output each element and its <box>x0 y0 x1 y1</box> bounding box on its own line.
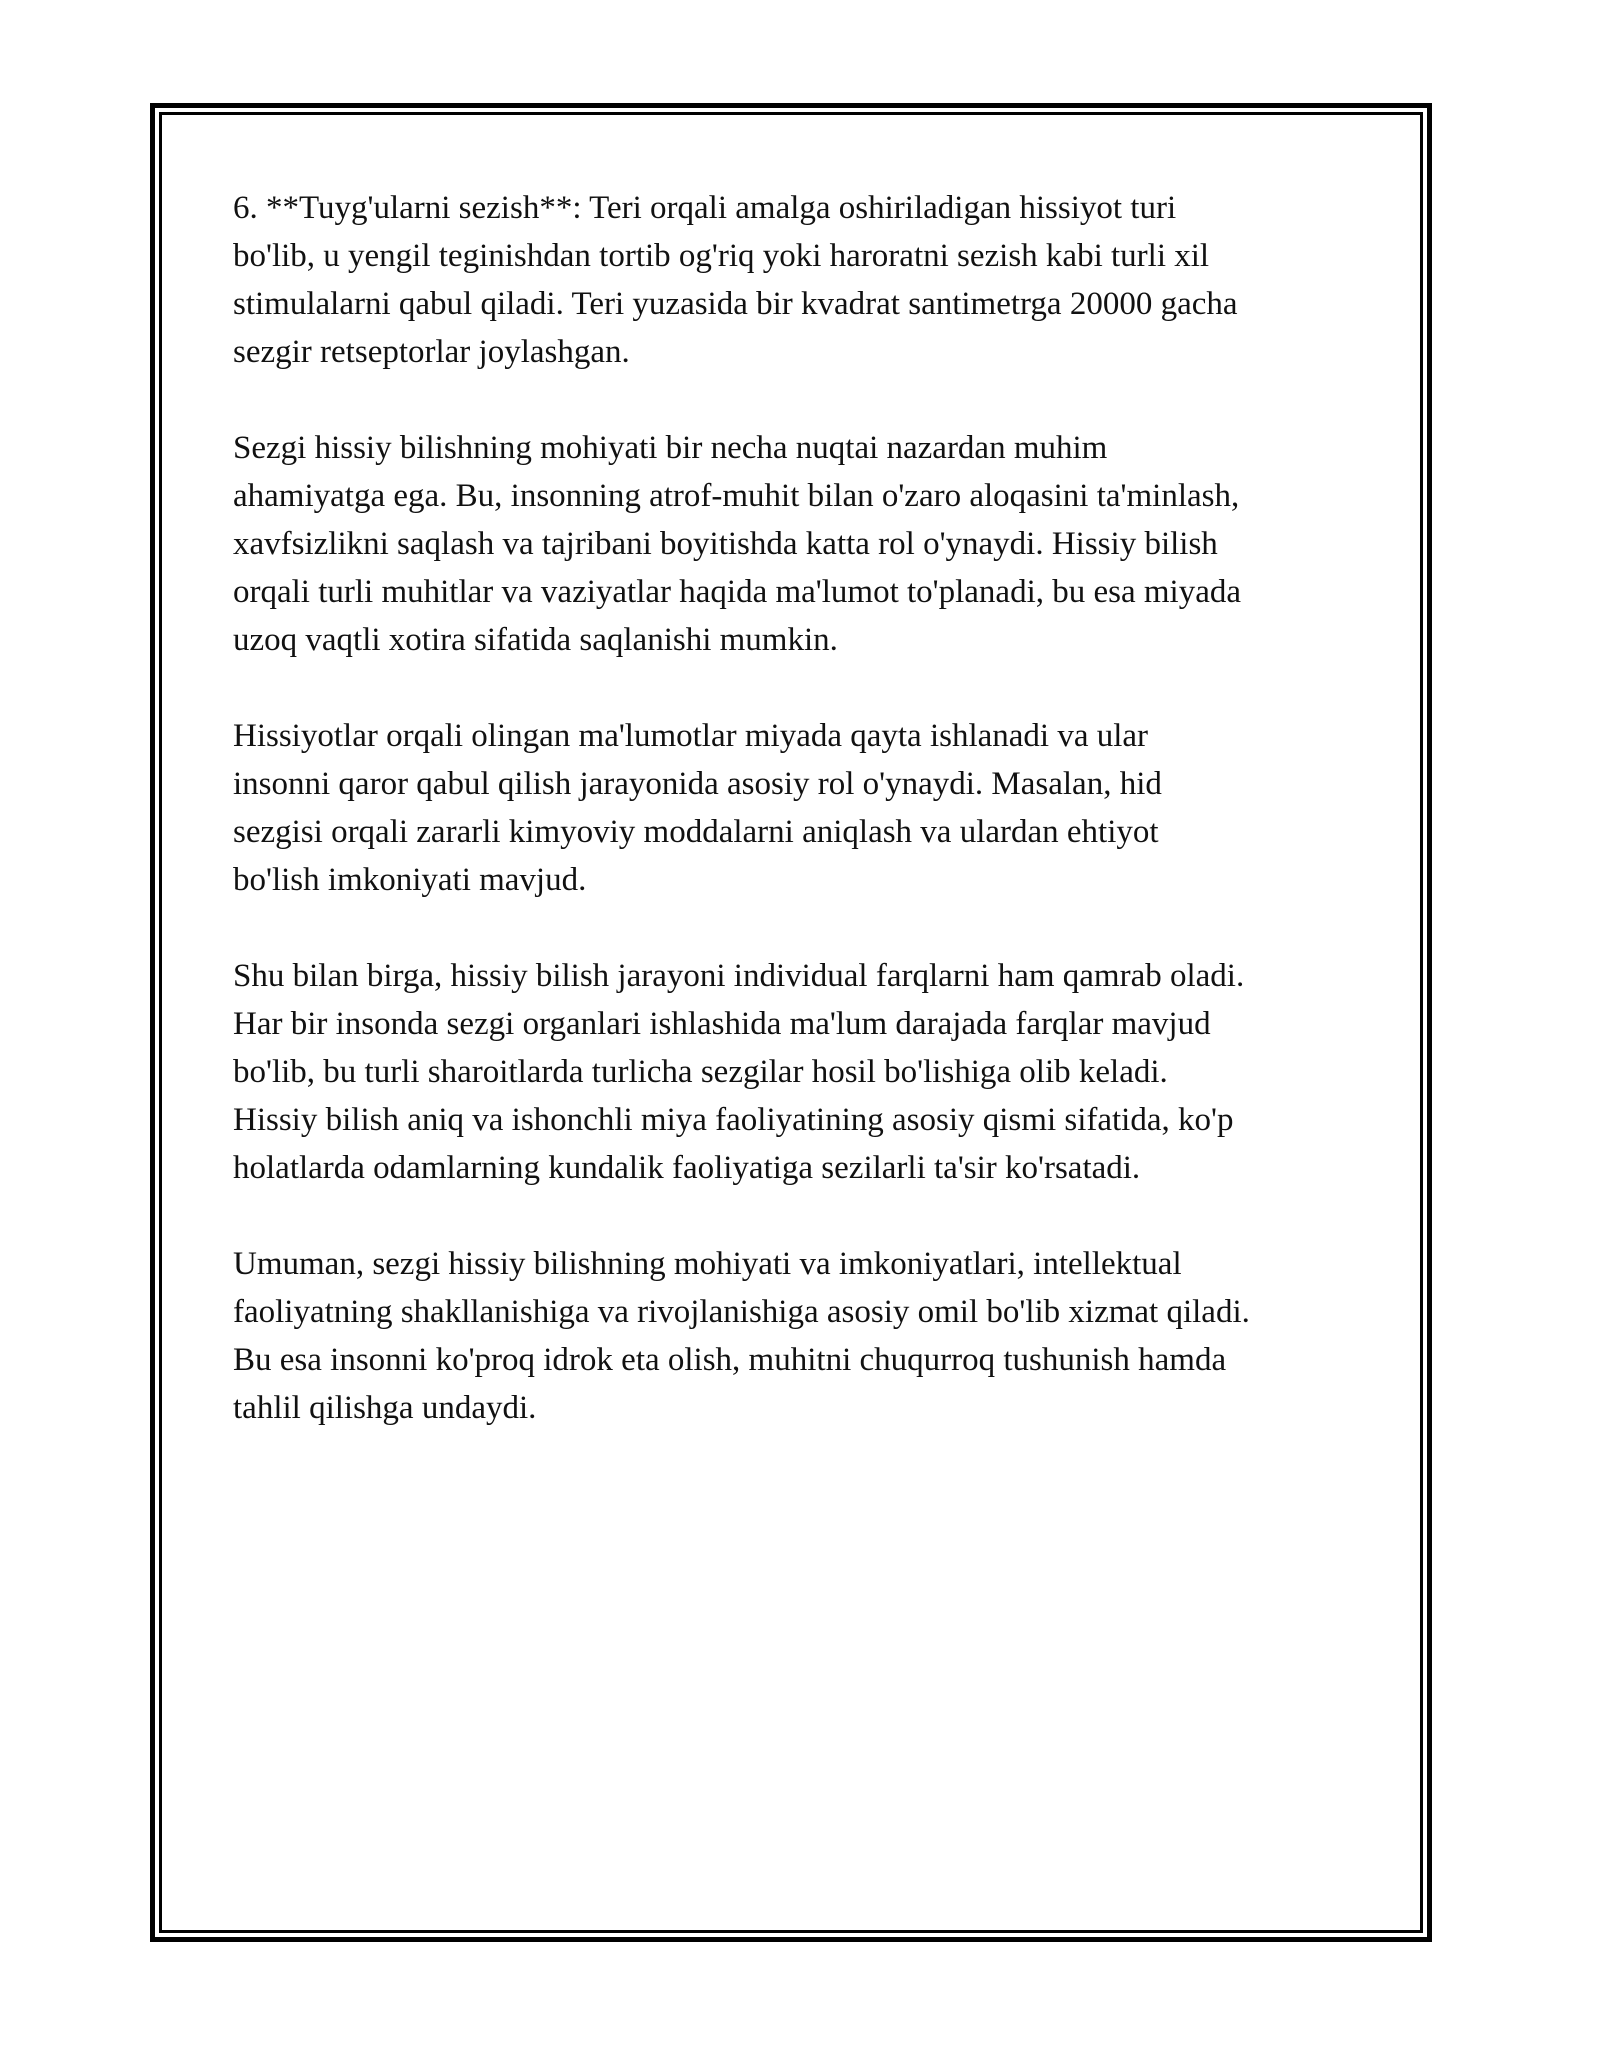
paragraph-1: 6. **Tuyg'ularni sezish**: Teri orqali amalga oshiriladigan hissiyot turi bo'lib, u yengil teginishdan tortib og'riq yoki haroratni sezish kabi turli xil stimulalarni qabul qiladi. Teri yuzasida bir kvadrat santimetrga 20000 gacha sezgir retseptorlar joylashgan. <box>233 190 1238 370</box>
paragraph-4: Shu bilan birga, hissiy bilish jarayoni individual farqlarni ham qamrab oladi. Har bir insonda sezgi organlari ishlashida ma'lum darajada farqlar mavjud bo'lib, bu turli sharoitlarda turlicha sezgilar hosil bo'lishiga olib keladi. Hissiy bilish aniq va ishonchli miya faoliyatining asosiy qismi sifatida, ko'p holatlarda odamlarning kundalik faoliyatiga sezilarli ta'sir ko'rsatadi. <box>233 958 1245 1186</box>
paragraph-5: Umuman, sezgi hissiy bilishning mohiyati va imkoniyatlari, intellektual faoliyatning shakllanishiga va rivojlanishiga asosiy omil bo'lib xizmat qiladi. Bu esa insonni ko'proq idrok eta olish, muhitni chuqurroq tushunish hamda tahlil qilishga undaydi. <box>233 1246 1250 1426</box>
document-body <box>233 184 1363 1480</box>
paragraph-2: Sezgi hissiy bilishning mohiyati bir necha nuqtai nazardan muhim ahamiyatga ega. Bu, insonning atrof-muhit bilan o'zaro aloqasini ta'minlash, xavfsizlikni saqlash va tajribani boyitishda katta rol o'ynaydi. Hissiy bilish orqali turli muhitlar va vaziyatlar haqida ma'lumot to'planadi, bu esa miyada uzoq vaqtli xotira sifatida saqlanishi mumkin. <box>233 430 1241 658</box>
paragraph-3: Hissiyotlar orqali olingan ma'lumotlar miyada qayta ishlanadi va ular insonni qaror qabul qilish jarayonida asosiy rol o'ynaydi. Masalan, hid sezgisi orqali zararli kimyoviy moddalarni aniqlash va ulardan ehtiyot bo'lish imkoniyati mavjud. <box>233 718 1162 898</box>
